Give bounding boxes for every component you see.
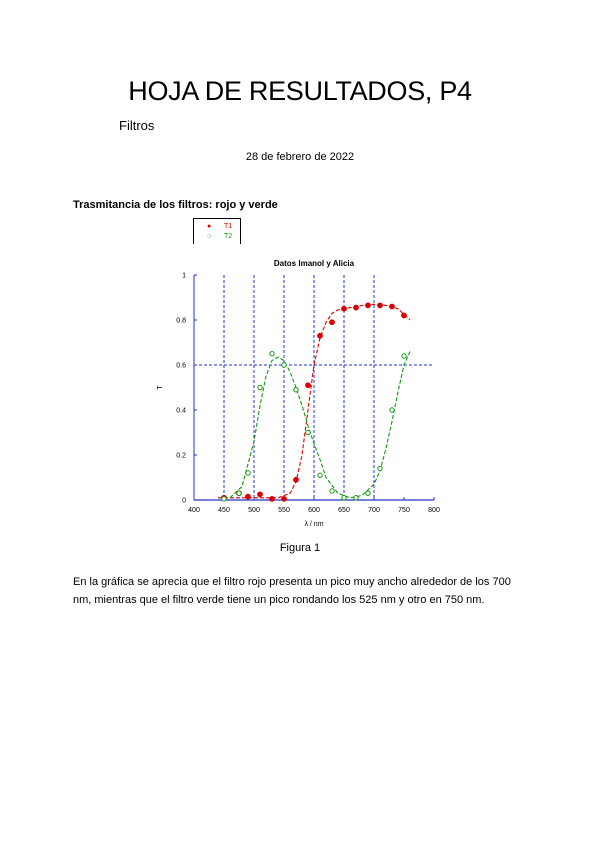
data-point-t2-0 bbox=[222, 497, 226, 501]
data-point-t1-9 bbox=[330, 320, 335, 325]
data-point-t1-14 bbox=[390, 304, 395, 309]
x-tick-label-800: 800 bbox=[428, 507, 440, 514]
x-tick-label-450: 450 bbox=[218, 507, 230, 514]
data-point-t2-14 bbox=[390, 408, 394, 412]
subtitle: Filtros bbox=[119, 118, 155, 133]
legend-marker-t1: ● bbox=[207, 223, 212, 230]
data-point-t2-12 bbox=[366, 491, 370, 495]
data-point-t1-13 bbox=[378, 303, 383, 308]
data-point-t1-12 bbox=[366, 303, 371, 308]
data-point-t1-10 bbox=[342, 306, 347, 311]
data-point-t1-4 bbox=[270, 496, 275, 501]
data-point-t2-6 bbox=[294, 388, 298, 392]
y-axis-label: T bbox=[157, 385, 164, 390]
data-point-t2-10 bbox=[342, 496, 346, 500]
x-tick-label-600: 600 bbox=[308, 507, 320, 514]
x-axis-label: λ / nm bbox=[304, 521, 324, 528]
figure-caption: Figura 1 bbox=[279, 542, 321, 554]
x-tick-label-500: 500 bbox=[248, 507, 260, 514]
legend-label-t1: T1 bbox=[224, 223, 233, 230]
data-point-t1-8 bbox=[318, 333, 323, 338]
data-point-t2-11 bbox=[354, 496, 358, 500]
transmittance-chart bbox=[150, 250, 450, 540]
data-point-t1-7 bbox=[306, 383, 311, 388]
y-tick-label-3: 0.6 bbox=[176, 362, 186, 370]
data-point-t2-5 bbox=[282, 363, 286, 367]
data-point-t1-15 bbox=[402, 313, 407, 318]
chart-title: Datos Imanol y Alicia bbox=[273, 259, 355, 268]
x-tick-label-650: 650 bbox=[338, 507, 350, 514]
results-paragraph: En la gráfica se aprecia que el filtro rojo presenta un pico muy ancho alrededor de los 700 nm, mientras que el filtro verde tiene un pico rondando los 525 nm y otro en 750 nm. bbox=[73, 576, 511, 606]
data-point-t2-13 bbox=[378, 466, 382, 470]
data-point-t2-7 bbox=[306, 430, 310, 434]
x-tick-label-400: 400 bbox=[188, 507, 200, 514]
y-tick-label-0: 0 bbox=[182, 497, 186, 505]
section-title: Trasmitancia de los filtros: rojo y verde bbox=[73, 199, 278, 211]
data-point-t1-5 bbox=[282, 496, 287, 501]
y-tick-label-2: 0.4 bbox=[176, 407, 186, 415]
data-point-t2-4 bbox=[270, 352, 274, 356]
data-point-t2-2 bbox=[246, 471, 250, 475]
y-tick-label-4: 0.8 bbox=[176, 317, 186, 325]
data-point-t1-11 bbox=[354, 305, 359, 310]
data-point-t2-8 bbox=[318, 473, 322, 477]
chart-legend bbox=[193, 218, 241, 244]
legend-label-t2: T2 bbox=[224, 233, 233, 240]
date: 28 de febrero de 2022 bbox=[245, 151, 355, 163]
x-tick-label-750: 750 bbox=[398, 507, 410, 514]
data-point-t1-6 bbox=[294, 477, 299, 482]
x-tick-label-550: 550 bbox=[278, 507, 290, 514]
data-point-t2-3 bbox=[258, 385, 262, 389]
legend-item-t2 bbox=[194, 231, 242, 243]
data-point-t1-3 bbox=[258, 492, 263, 497]
y-tick-label-1: 0.2 bbox=[176, 452, 186, 460]
y-tick-label-5: 1 bbox=[182, 272, 186, 280]
legend-marker-t2: ○ bbox=[207, 233, 212, 240]
data-point-t2-15 bbox=[402, 354, 406, 358]
data-point-t2-1 bbox=[237, 491, 241, 495]
data-point-t1-2 bbox=[246, 494, 251, 499]
data-point-t2-9 bbox=[330, 489, 334, 493]
page-title: HOJA DE RESULTADOS, P4 bbox=[128, 76, 472, 106]
x-tick-label-700: 700 bbox=[368, 507, 380, 514]
